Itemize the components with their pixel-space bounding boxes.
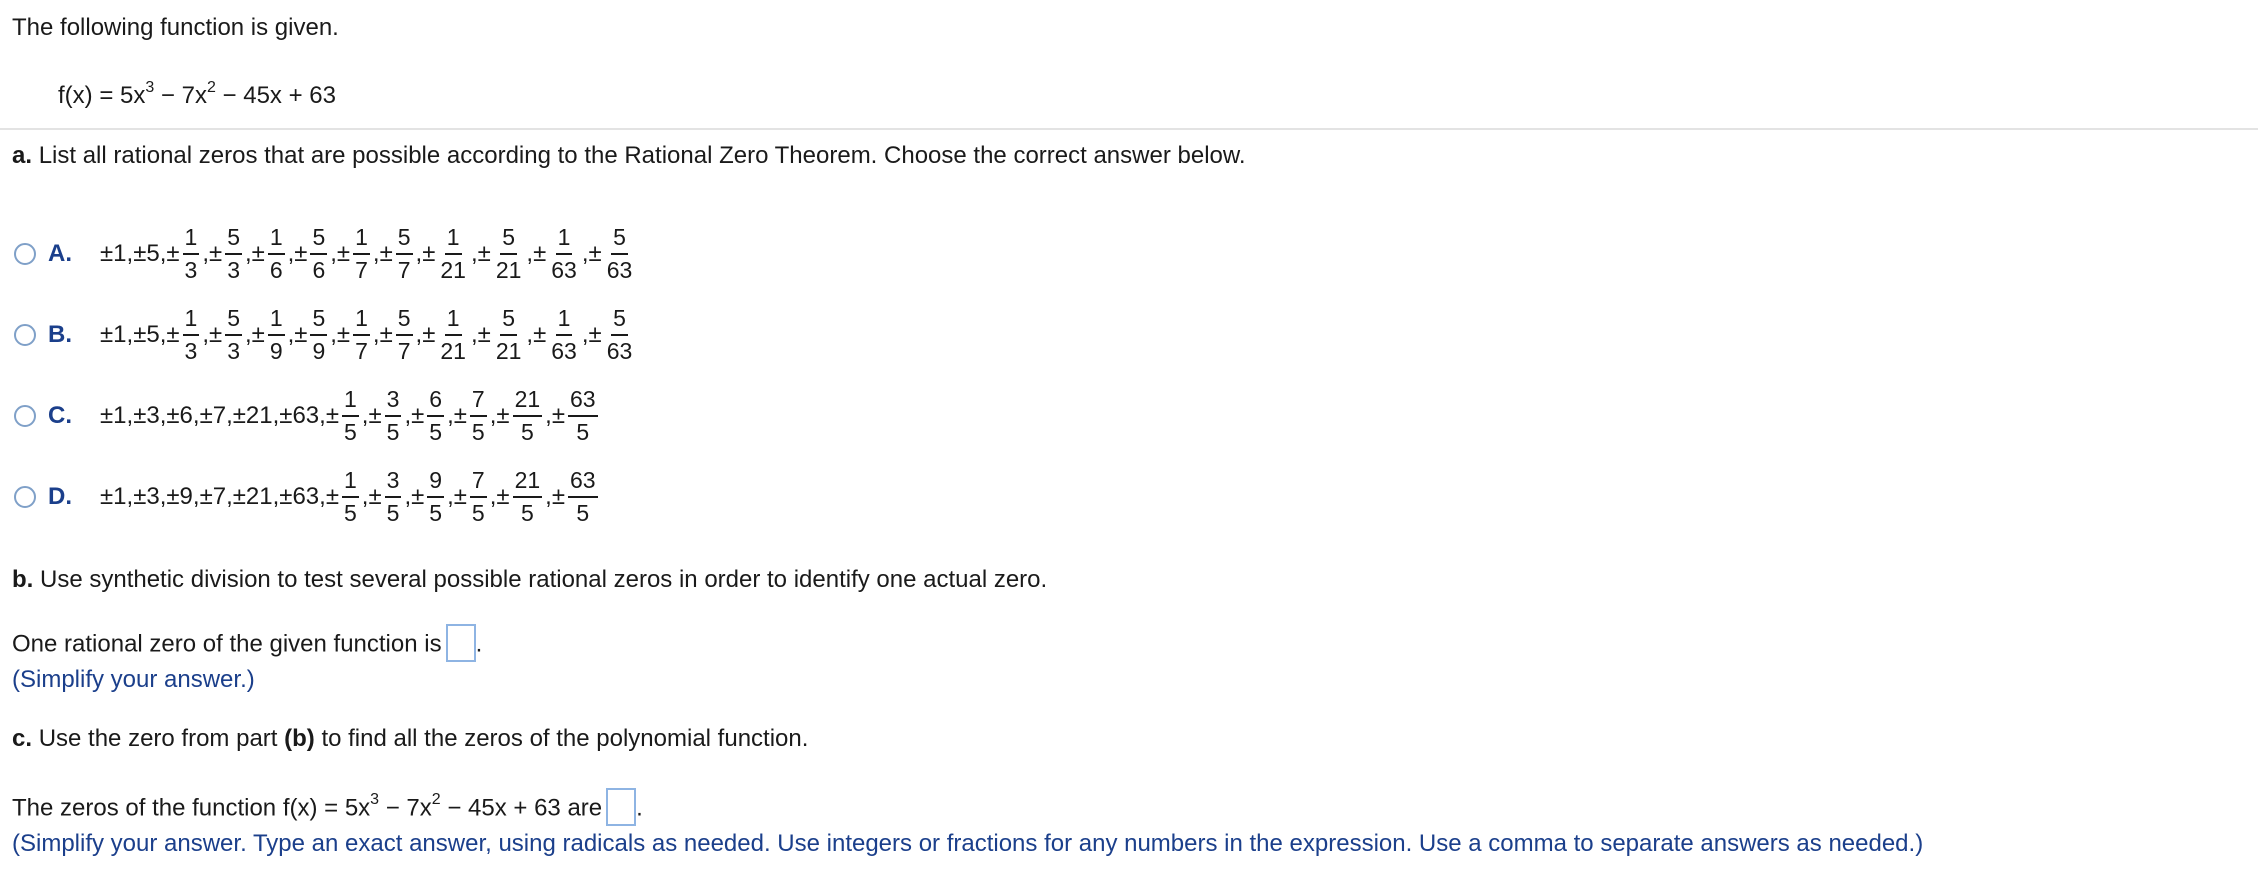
denominator: 6 — [269, 257, 283, 283]
numerator: 5 — [225, 226, 242, 255]
fraction — [385, 388, 402, 444]
denominator: 7 — [355, 338, 368, 364]
separator: ,± — [330, 321, 351, 348]
integer-candidates: ±1,±3,±9,±7,±21,±63,± — [100, 483, 339, 510]
numerator: 63 — [568, 388, 598, 417]
fraction — [427, 388, 444, 444]
numerator: 1 — [268, 226, 285, 255]
denominator: 63 — [551, 338, 577, 364]
separator: ,± — [415, 321, 436, 348]
separator: ,± — [489, 483, 510, 510]
denominator: 5 — [344, 419, 357, 445]
radio-button[interactable] — [14, 243, 36, 265]
fraction — [353, 307, 370, 363]
denominator: 5 — [386, 419, 400, 445]
fraction — [268, 307, 285, 363]
numerator: 1 — [445, 307, 462, 336]
integer-candidates: ±1,±3,±6,±7,±21,±63,± — [100, 402, 339, 429]
fraction — [438, 307, 468, 363]
all-zeros-answer-input[interactable] — [606, 788, 636, 826]
fraction — [494, 307, 524, 363]
fraction — [396, 226, 413, 282]
numerator: 21 — [513, 388, 543, 417]
fraction — [427, 469, 444, 525]
radio-button[interactable] — [14, 324, 36, 346]
numerator: 5 — [396, 307, 413, 336]
fraction — [549, 226, 579, 282]
separator: ,± — [202, 321, 223, 348]
separator: ,± — [372, 321, 393, 348]
option-letter: D. — [48, 483, 72, 510]
numerator: 5 — [611, 307, 628, 336]
denominator: 9 — [269, 338, 283, 364]
option-c[interactable] — [14, 381, 601, 451]
function-definition: $f(x) = 5x^3 - 7x^2 - 45x + 63$ — [58, 79, 336, 109]
numerator: 5 — [500, 226, 517, 255]
denominator: 5 — [576, 419, 590, 445]
option-letter: A. — [48, 240, 72, 267]
separator: ,± — [361, 402, 382, 429]
separator: ,± — [404, 483, 425, 510]
numerator: 63 — [568, 469, 598, 498]
numerator: 1 — [342, 469, 359, 498]
numerator: 5 — [225, 307, 242, 336]
radio-button[interactable] — [14, 486, 36, 508]
fraction — [225, 307, 242, 363]
zero-answer-input[interactable] — [446, 624, 476, 662]
denominator: 5 — [471, 419, 485, 445]
numerator: 1 — [342, 388, 359, 417]
numerator: 7 — [470, 388, 487, 417]
fraction — [568, 388, 598, 444]
numerator: 5 — [396, 226, 413, 255]
part-c-answer-line: The zeros of the function $f(x) = 5x^3 - 7x^2 - 45x + 63$ are . — [12, 790, 643, 828]
denominator: 21 — [495, 257, 522, 283]
denominator: 7 — [397, 257, 411, 283]
numerator: 3 — [385, 388, 402, 417]
numerator: 3 — [385, 469, 402, 498]
integer-candidates: ±1,±5,± — [100, 240, 180, 267]
numerator: 5 — [310, 307, 327, 336]
separator: ,± — [470, 240, 491, 267]
part-c-hint: (Simplify your answer. Type an exact answer, using radicals as needed. Use integers or fractions for any numbers in the expression. Use a comma to separate answers as needed.) — [12, 830, 1924, 857]
numerator: 7 — [470, 469, 487, 498]
separator: ,± — [244, 240, 265, 267]
denominator: 3 — [184, 257, 198, 283]
option-letter: B. — [48, 321, 72, 348]
numerator: 21 — [513, 469, 543, 498]
fraction — [438, 226, 468, 282]
separator: ,± — [361, 483, 382, 510]
option-letter: C. — [48, 402, 72, 429]
numerator: 1 — [353, 307, 370, 336]
denominator: 3 — [227, 257, 240, 283]
separator: ,± — [581, 240, 602, 267]
denominator: 5 — [429, 419, 443, 445]
fraction — [183, 226, 200, 282]
denominator: 5 — [344, 500, 357, 526]
denominator: 5 — [471, 500, 485, 526]
denominator: 3 — [227, 338, 240, 364]
fraction — [310, 226, 327, 282]
separator: ,± — [489, 402, 510, 429]
numerator: 1 — [445, 226, 462, 255]
denominator: 21 — [440, 338, 466, 364]
divider — [0, 128, 2258, 130]
numerator: 1 — [353, 226, 370, 255]
separator: ,± — [404, 402, 425, 429]
numerator: 1 — [183, 307, 200, 336]
separator: ,± — [526, 240, 547, 267]
separator: ,± — [447, 402, 467, 429]
intro-text: The following function is given. — [12, 14, 339, 41]
option-d[interactable] — [14, 462, 601, 532]
fraction — [605, 226, 635, 282]
numerator: 1 — [268, 307, 285, 336]
separator: ,± — [287, 321, 308, 348]
separator: ,± — [470, 321, 491, 348]
fraction — [183, 307, 200, 363]
numerator: 5 — [310, 226, 327, 255]
separator: ,± — [447, 483, 467, 510]
part-a-prompt: a. List all rational zeros that are possible according to the Rational Zero Theorem. Choose the correct answer below. — [12, 142, 1246, 169]
denominator: 5 — [386, 500, 400, 526]
fraction — [396, 307, 413, 363]
numerator: 1 — [556, 226, 573, 255]
separator: ,± — [581, 321, 602, 348]
numerator: 9 — [427, 469, 444, 498]
separator: ,± — [545, 483, 565, 510]
denominator: 9 — [312, 338, 326, 364]
option-expression — [100, 226, 637, 282]
separator: ,± — [415, 240, 436, 267]
fraction — [494, 226, 524, 282]
separator: ,± — [372, 240, 393, 267]
numerator: 1 — [556, 307, 573, 336]
option-expression — [100, 307, 637, 363]
denominator: 7 — [397, 338, 411, 364]
denominator: 3 — [184, 338, 198, 364]
fraction — [568, 469, 598, 525]
fraction — [513, 388, 543, 444]
part-c-prompt: c. Use the zero from part (b) to find all the zeros of the polynomial function. — [12, 725, 809, 752]
part-b-answer-line: One rational zero of the given function is . — [12, 626, 482, 664]
separator: ,± — [545, 402, 565, 429]
fraction — [353, 226, 370, 282]
fraction — [385, 469, 402, 525]
fraction — [470, 388, 487, 444]
integer-candidates: ±1,±5,± — [100, 321, 180, 348]
option-expression — [100, 469, 601, 525]
denominator: 5 — [429, 500, 443, 526]
denominator: 5 — [520, 419, 534, 445]
part-b-prompt: b. Use synthetic division to test several possible rational zeros in order to identify one actual zero. — [12, 566, 1048, 593]
denominator: 5 — [576, 500, 590, 526]
fraction — [513, 469, 543, 525]
radio-button[interactable] — [14, 405, 36, 427]
denominator: 6 — [312, 257, 326, 283]
fraction — [268, 226, 285, 282]
fraction — [342, 388, 359, 444]
fraction — [225, 226, 242, 282]
option-expression — [100, 388, 601, 444]
numerator: 1 — [183, 226, 200, 255]
separator: ,± — [202, 240, 223, 267]
separator: ,± — [287, 240, 308, 267]
denominator: 21 — [495, 338, 522, 364]
fraction — [605, 307, 635, 363]
fraction — [549, 307, 579, 363]
option-b[interactable] — [14, 300, 637, 370]
denominator: 5 — [520, 500, 534, 526]
fraction — [470, 469, 487, 525]
fraction — [342, 469, 359, 525]
separator: ,± — [526, 321, 547, 348]
denominator: 7 — [355, 257, 368, 283]
numerator: 5 — [500, 307, 517, 336]
denominator: 21 — [440, 257, 466, 283]
denominator: 63 — [551, 257, 577, 283]
numerator: 6 — [427, 388, 444, 417]
part-b-hint: (Simplify your answer.) — [12, 666, 255, 693]
separator: ,± — [330, 240, 351, 267]
fraction — [310, 307, 327, 363]
option-a[interactable] — [14, 219, 637, 289]
numerator: 5 — [611, 226, 628, 255]
denominator: 63 — [606, 257, 633, 283]
separator: ,± — [244, 321, 265, 348]
denominator: 63 — [606, 338, 633, 364]
